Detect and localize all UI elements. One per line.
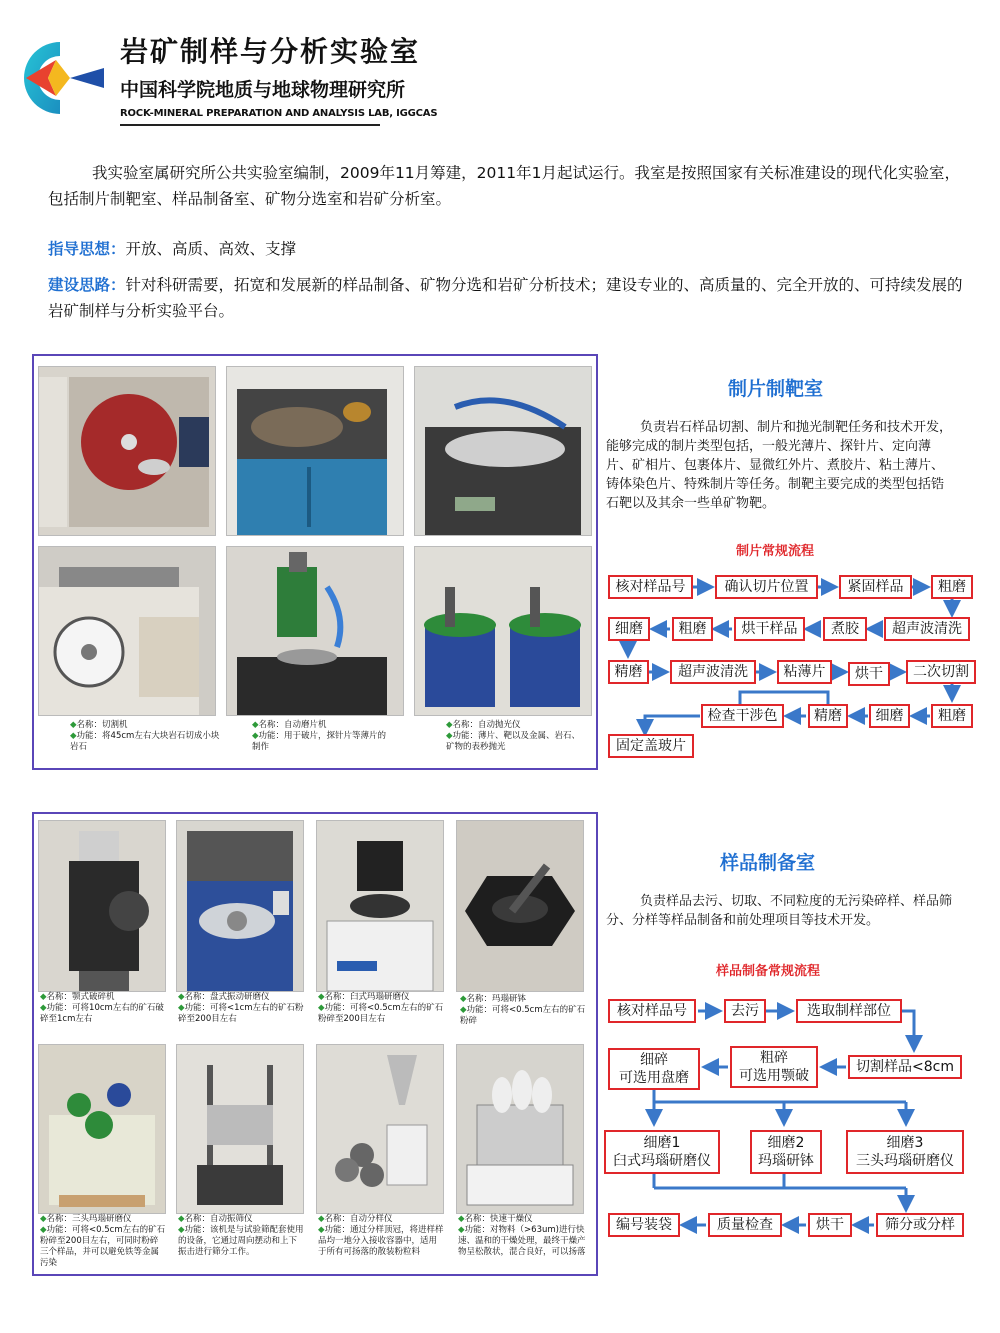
flow1-step-2: 确认切片位置 [715, 575, 818, 599]
photo-polishing-machine [414, 366, 592, 536]
photo-sieve-shaker [176, 1044, 304, 1214]
caption-auto-grinder: ◆名称：自动磨片机 ◆功能：用于破片，探针片等薄片的制作 [252, 720, 387, 752]
caption-sieve-shaker: ◆名称：自动振筛仪 ◆功能：该机是与试验筛配套使用的设备，它通过周向摆动和上下振击进行筛分工作。 [178, 1214, 304, 1257]
flow2-step-12: 质量检查 [708, 1213, 782, 1237]
org-name: 中国科学院地质与地球物理研究所 [120, 79, 406, 101]
guide-text: 开放、高质、高效、支撑 [125, 240, 297, 258]
photo-jaw-crusher [38, 820, 166, 992]
photo-cutting-machine-2 [38, 546, 216, 716]
flow2-step-6: 细碎 可选用盘磨 [608, 1048, 700, 1090]
photo-auto-splitter [316, 1044, 444, 1214]
flow1-step-14: 二次切割 [906, 660, 976, 684]
photo-disc-vibratory-mill [176, 820, 304, 992]
photo-grinding-machine [226, 366, 404, 536]
section1-photo-panel [32, 354, 598, 770]
caption-mortar-grinder: ◆名称：臼式玛瑙研磨仪 ◆功能：可将<0.5cm左右的矿石粉碎至200目左右 [318, 992, 444, 1024]
photo-rapid-dryer [456, 1044, 584, 1214]
section1-title: 制片制靶室 [728, 378, 824, 400]
flow1-step-6: 煮胶 [823, 617, 867, 641]
build-text: 针对科研需要，拓宽和发展新的样品制备、矿物分选和岩矿分析技术；建设专业的、高质量的、完全开放的、可持续发展的岩矿制样与分析实验平台。 [48, 276, 963, 320]
flow2-step-8: 细磨2 玛瑙研钵 [750, 1130, 822, 1174]
flow1-step-16: 细磨 [869, 704, 910, 728]
flow2-step-11: 烘干 [808, 1213, 852, 1237]
caption-agate-mortar: ◆名称：玛瑙研钵 ◆功能：可将<0.5cm左右的矿石粉碎 [460, 994, 586, 1026]
flow2-step-9: 细磨3 三头玛瑙研磨仪 [846, 1130, 964, 1174]
flow1-step-17: 精磨 [808, 704, 848, 728]
flow2-step-4: 切割样品<8cm [848, 1055, 962, 1079]
flow1-step-8: 粗磨 [672, 617, 713, 641]
caption-disc-mill: ◆名称：盘式振动研磨仪 ◆功能：可将<1cm左右的矿石粉碎至200目左右 [178, 992, 304, 1024]
flow1-step-5: 超声波清洗 [884, 617, 970, 641]
flow1-step-4: 粗磨 [931, 575, 973, 599]
caption-auto-splitter: ◆名称：自动分样仪 ◆功能：通过分样顶冠，将进样样品均一地分入接收容器中，适用于所有可扬落的散装粉粒料 [318, 1214, 444, 1257]
guide-line [48, 236, 963, 262]
photo-mortar-grinder [316, 820, 444, 992]
flow1-step-15: 粗磨 [931, 704, 973, 728]
flow1-step-19: 固定盖玻片 [608, 734, 694, 758]
caption-auto-polisher: ◆名称：自动抛光仪 ◆功能：薄片、靶以及金属、岩石、矿物的表秒抛光 [446, 720, 581, 752]
lab-title-en: ROCK-MINERAL PREPARATION AND ANALYSIS LAB, IGGCAS [120, 108, 438, 119]
flow2-step-2: 去污 [724, 999, 766, 1023]
section2-flow-title: 样品制备常规流程 [716, 964, 821, 979]
build-line [48, 272, 963, 324]
photo-auto-polisher [414, 546, 592, 716]
caption-cutting-machine: ◆名称：切割机 ◆功能：将45cm左右大块岩石切成小块岩石 [70, 720, 220, 752]
flow1-step-3: 紧固样品 [839, 575, 912, 599]
flow1-step-13: 烘干 [848, 662, 890, 686]
lab-logo-icon [8, 38, 112, 118]
section1-flow-title: 制片常规流程 [736, 544, 815, 559]
guide-label: 指导思想： [48, 240, 126, 258]
flow1-step-7: 烘干样品 [734, 617, 805, 641]
build-label: 建设思路： [48, 276, 126, 294]
photo-auto-grinder [226, 546, 404, 716]
intro-paragraph: 我实验室属研究所公共实验室编制，2009年11月筹建，2011年1月起试运行。我室是按照国家有关标准建设的现代化实验室，包括制片制靶室、样品制备室、矿物分选室和岩矿分析室。 [48, 164, 960, 208]
flow1-step-1: 核对样品号 [608, 575, 693, 599]
flow1-step-12: 粘薄片 [777, 660, 832, 684]
flow2-step-1: 核对样品号 [608, 999, 696, 1023]
caption-three-head-grinder: ◆名称：三头玛瑙研磨仪 ◆功能：可将<0.5cm左右的矿石粉碎至200目左右，可同时粉碎三个样品，并可以避免铁等金属污染 [40, 1214, 166, 1268]
section2-title: 样品制备室 [720, 852, 816, 874]
flow2-step-5: 粗碎 可选用颚破 [730, 1046, 818, 1088]
section2-desc: 负责样品去污、切取、不同粒度的无污染碎样、样品筛分、分样等样品制备和前处理项目等技术开发。 [606, 894, 953, 928]
flow1-step-10: 精磨 [608, 660, 649, 684]
flow1-step-9: 细磨 [608, 617, 650, 641]
section1-desc: 负责岩石样品切割、制片和抛光制靶任务和技术开发，能够完成的制片类型包括，一般光薄片、探针片、定向薄片、矿相片、包裹体片、显微红外片、煮胶片、粘土薄片、铸体染色片、特殊制片等任务。制靶主要完成的类型包括锆石靶以及其余一些单矿物靶。 [606, 420, 953, 511]
flow2-step-13: 编号装袋 [608, 1213, 680, 1237]
caption-rapid-dryer: ◆名称：快速干燥仪 ◆功能：对物料（>63um)进行快速、温和的干燥处理，最终干燥产物呈松散状，混合良好，可以扬落 [458, 1214, 586, 1257]
caption-jaw-crusher: ◆名称：颚式破碎机 ◆功能：可将10cm左右的矿石破碎至1cm左右 [40, 992, 164, 1024]
flow1-step-18: 检查干涉色 [701, 704, 784, 728]
flow2-step-3: 选取制样部位 [796, 999, 902, 1023]
flow1-step-11: 超声波清洗 [670, 660, 756, 684]
photo-agate-mortar [456, 820, 584, 992]
header-divider [120, 124, 380, 126]
section2-photo-panel [32, 812, 598, 1276]
flow2-step-7: 细磨1 臼式玛瑙研磨仪 [604, 1130, 720, 1174]
photo-cutting-machine [38, 366, 216, 536]
flow2-step-10: 筛分或分样 [876, 1213, 964, 1237]
photo-three-head-grinder [38, 1044, 166, 1214]
lab-title: 岩矿制样与分析实验室 [120, 35, 421, 68]
